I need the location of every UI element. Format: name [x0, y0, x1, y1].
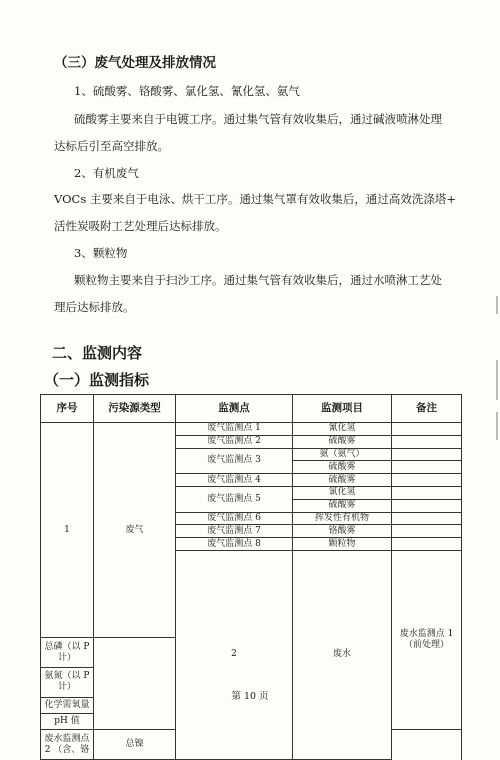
item-cell: 颗粒物 [293, 538, 392, 551]
note-cell [392, 538, 462, 551]
item1-text-line1: 硫酸雾主要来自于电镀工序。通过集气管有效收集后，通过碱液喷淋处理 [74, 112, 442, 126]
note-cell [392, 448, 462, 461]
note-cell [392, 525, 462, 538]
point-cell: 废水监测点 1（前处理） [392, 550, 462, 729]
subsection-heading-indicators: （一）监测指标 [44, 371, 150, 389]
point-cell: 废气监测点 1 [176, 423, 293, 436]
point-cell: 废气监测点 4 [176, 474, 293, 487]
point-cell: 废水监测点 2 （含、铬 [41, 730, 94, 760]
header-item: 监测项目 [293, 395, 392, 423]
item3-title: 3、颗粒物 [74, 246, 128, 260]
item-cell: 硫酸雾 [293, 499, 392, 512]
row2-type: 废水 [293, 550, 392, 759]
monitoring-table [40, 394, 462, 760]
item3-text-line2: 理后达标排放。 [54, 300, 135, 314]
header-source-type: 污染源类型 [94, 395, 176, 423]
point-cell: 废气监测点 5 [176, 486, 293, 512]
table-row [41, 423, 462, 436]
item1-text-line2: 达标后引至高空排放。 [54, 139, 169, 153]
row2-no: 2 [176, 550, 293, 759]
note-cell [392, 499, 462, 512]
note-cell [392, 474, 462, 487]
item-cell: 挥发性有机物 [293, 512, 392, 525]
item2-text-line2: 活性炭吸附工艺处理后达标排放。 [54, 219, 227, 233]
item1-title: 1、硫酸雾、铬酸雾、氯化氢、氰化氢、氨气 [74, 84, 300, 98]
note-cell [392, 461, 462, 474]
item-cell: 化学需氧量 [41, 697, 94, 713]
item-cell: 总磷（以 P 计） [41, 638, 94, 668]
item2-title: 2、有机废气 [74, 166, 139, 180]
page-number: 第 10 页 [231, 691, 269, 702]
note-cell [392, 435, 462, 448]
point-cell: 废气监测点 7 [176, 525, 293, 538]
row1-no: 1 [41, 423, 94, 638]
item-cell: 硫酸雾 [293, 474, 392, 487]
scan-artifact [496, 412, 498, 440]
header-note: 备注 [392, 395, 462, 423]
point-cell: 废气监测点 8 [176, 538, 293, 551]
item-cell: 铬酸雾 [293, 525, 392, 538]
item-cell: 氨氮（以 P 计） [41, 667, 94, 697]
item-cell: 氯化氢 [293, 486, 392, 499]
note-cell [392, 423, 462, 436]
note-cell [392, 486, 462, 499]
scan-artifact [496, 296, 498, 314]
header-no: 序号 [41, 395, 94, 423]
item-cell: 硫酸雾 [293, 435, 392, 448]
row1-type: 废气 [94, 423, 176, 638]
item2-text-line1: VOCs 主要来自于电泳、烘干工序。通过集气罩有效收集后，通过高效洗涤塔+ [54, 192, 457, 206]
item-cell: pH 值 [41, 713, 94, 729]
item-cell: 硫酸雾 [293, 461, 392, 474]
point-cell: 废气监测点 6 [176, 512, 293, 525]
note-cell [392, 512, 462, 525]
point-cell: 废气监测点 3 [176, 448, 293, 474]
scan-artifact [496, 360, 498, 400]
section-heading-waste-gas: （三）废气处理及排放情况 [54, 55, 216, 71]
item-cell: 氨（氨气） [293, 448, 392, 461]
item3-text-line1: 颗粒物主要来自于扫沙工序。通过集气管有效收集后，通过水喷淋工艺处 [74, 273, 442, 287]
section-heading-monitoring: 二、监测内容 [52, 344, 143, 362]
header-point: 监测点 [176, 395, 293, 423]
table-header-row [41, 395, 462, 423]
item-cell: 总镍 [94, 730, 176, 760]
point-cell: 废气监测点 2 [176, 435, 293, 448]
item-cell: 氰化氢 [293, 423, 392, 436]
